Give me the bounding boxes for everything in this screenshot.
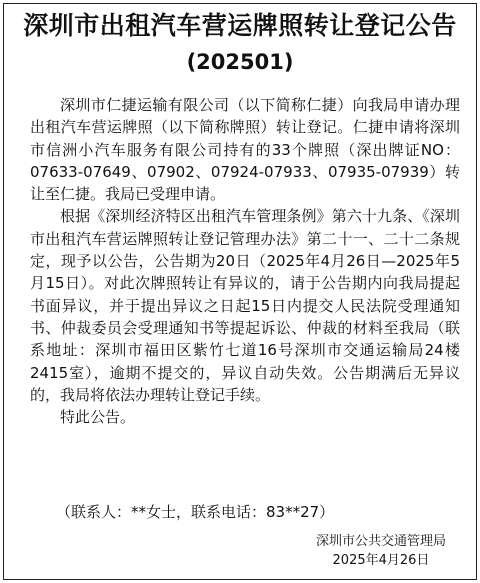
issue-date: 2025年4月26日 bbox=[332, 553, 430, 568]
notice-serial: (202501) bbox=[186, 50, 294, 74]
paragraph-application: 深圳市仁捷运输有限公司（以下简称仁捷）向我局申请办理出租汽车营运牌照（以下简称牌照）转让登记。仁捷申请将深圳市信洲小汽车服务有限公司持有的33个牌照（深出牌证NO：07633-07649、07902、07924-07933、07935-07939）转让至仁捷。我局已受理申请。 bbox=[30, 96, 460, 204]
notice-box bbox=[3, 3, 477, 580]
notice-body bbox=[30, 94, 460, 428]
signature-block bbox=[316, 532, 446, 570]
issuer-name: 深圳市公共交通管理局 bbox=[315, 534, 446, 549]
paragraph-closing: 特此公告。 bbox=[60, 408, 136, 427]
contact-info: （联系人：**女士，联系电话：83**27） bbox=[56, 503, 335, 521]
notice-title: 深圳市出租汽车营运牌照转让登记公告 bbox=[23, 11, 457, 40]
paragraph-legal-basis: 根据《深圳经济特区出租汽车管理条例》第六十九条、《深圳市出租汽车营运牌照转让登记管理办法》第二十一、二十二条规定，现予以公告，公告期为20日（2025年4月26日—2025年5月15日）。对此次牌照转让有异议的，请于公告期内向我局提起书面异议，并于提出异议之日起15日内提交人民法院受理通知书、仲裁委员会受理通知书等提起诉讼、仲裁的材料至我局（联系地址：深圳市福田区紫竹七道16号深圳市交通运输局24楼2415室），逾期不提交的，异议自动失效。公告期满后无异议的，我局将依法办理转让登记手续。 bbox=[30, 207, 460, 404]
